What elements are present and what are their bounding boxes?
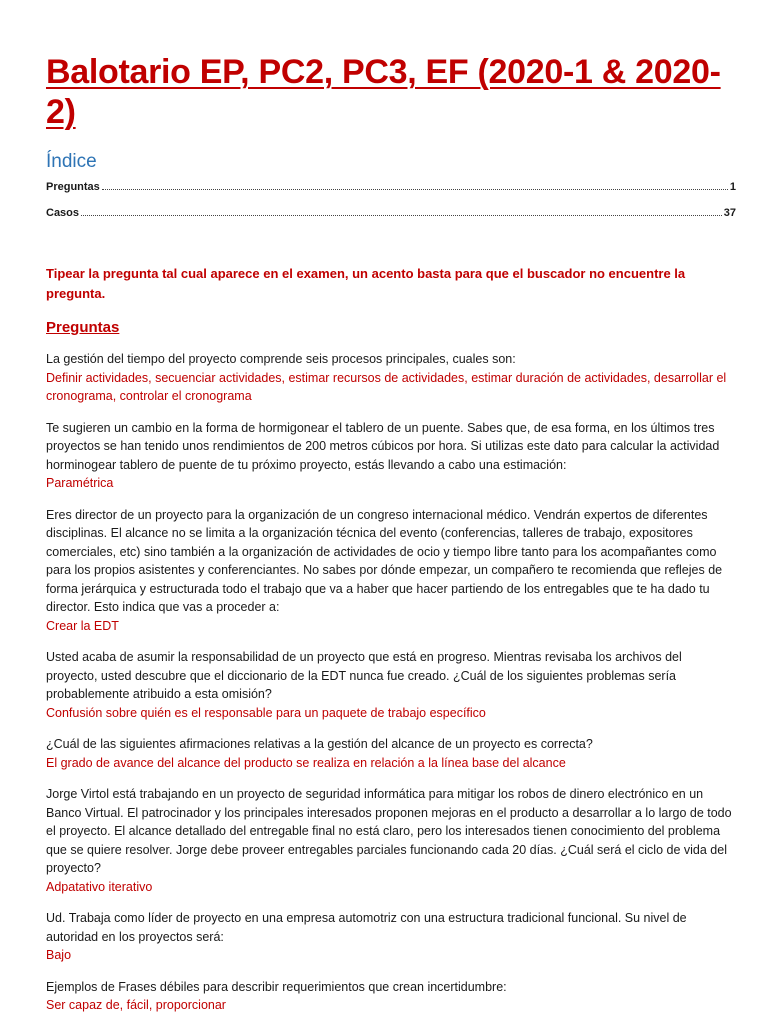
question-text: Te sugieren un cambio en la forma de hormigonear el tablero de un puente. Sabes que, de esa forma, en los últimos tres proyectos se han tenido unos rendimientos de 200 metros cúbicos por hora. Si utilizas este dato para calcular la actividad horminogear tablero de puente de tu próximo proyecto, estás llevando a cabo una estimación: (46, 420, 720, 472)
answer-text: Ser capaz de, fácil, proporcionar (46, 998, 226, 1012)
question-text: Eres director de un proyecto para la organización de un congreso internacional médico. Vendrán expertos de diferentes disciplinas. El alcance no se limita a la organización técnica del evento (conferencias, talleres de trabajo, expositores comerciales, etc) sino también a la organización de actividades de ocio y tiempo libre tanto para los acompañantes como para los propios asistentes y conferenciantes. No sabes por dónde empezar, un compañero te recomienda que reflejes de forma jerárquica y estructurada todo el trabajo que va a haber que hacer partiendo de los entregables que te ha dado tu director. Esto indica que vas a proceder a: (46, 507, 723, 614)
qa-item (46, 350, 736, 406)
answer-text: Adpatativo iterativo (46, 879, 153, 894)
answer-text: Definir actividades, secuenciar actividades, estimar recursos de actividades, estimar duración de actividades, desarrollar el cronograma, controlar el cronograma (46, 370, 727, 403)
toc-entry-casos[interactable] (46, 206, 736, 220)
question-text: La gestión del tiempo del proyecto comprende seis procesos principales, cuales son: (46, 352, 516, 366)
toc-entry-label: Casos (46, 207, 80, 219)
answer-text: Paramétrica (46, 476, 114, 490)
qa-item (46, 506, 736, 636)
answer-text: Bajo (46, 948, 72, 962)
qa-item (46, 909, 736, 965)
question-text: ¿Cuál de las siguientes afirmaciones relativas a la gestión del alcance de un proyecto es correcta? (46, 737, 593, 751)
section-heading-preguntas: Preguntas (46, 319, 120, 336)
toc-entry-label: Preguntas (46, 181, 100, 193)
answer-text: Crear la EDT (46, 618, 119, 633)
toc-entry-page: 37 (723, 207, 736, 219)
qa-item (46, 648, 736, 722)
answer-text: El grado de avance del alcance del producto se realiza en relación a la línea base del alcance (46, 755, 566, 770)
warning-note: Tipear la pregunta tal cual aparece en el examen, un acento basta para que el buscador no encuentre la pregunta. (46, 266, 686, 301)
question-text: Usted acaba de asumir la responsabilidad de un proyecto que está en progreso. Mientras revisaba los archivos del proyecto, usted descubre que el diccionario de la EDT nunca fue creado. ¿Cuál de los siguientes problemas sería probablemente atribuido a esta omisión? (46, 650, 682, 701)
document-page (46, 0, 736, 1015)
toc-leader-dots (81, 215, 722, 216)
toc-entry-preguntas[interactable] (46, 180, 736, 194)
toc-leader-dots (102, 189, 728, 190)
toc-heading: Índice (46, 151, 97, 172)
document-title: Balotario EP, PC2, PC3, EF (2020-1 & 2020-2) (46, 53, 721, 131)
qa-item (46, 785, 736, 896)
qa-item (46, 735, 736, 772)
question-text: Ejemplos de Frases débiles para describir requerimientos que crean incertidumbre: (46, 979, 507, 994)
answer-text: Confusión sobre quién es el responsable para un paquete de trabajo específico (46, 705, 486, 720)
toc-entry-page: 1 (729, 181, 736, 193)
qa-item (46, 419, 736, 493)
question-text: Jorge Virtol está trabajando en un proyecto de seguridad informática para mitigar los robos de dinero electrónico en un Banco Virtual. El patrocinador y los principales interesados proponen mejoras en el producto a desarrollar a lo largo de todo el proyecto. El alcance detallado del entregable final no está claro, pero los interesados tienen conocimiento del problema que se quiere resolver. Jorge debe proveer entregables parciales funcionando cada 20 días. ¿Cuál será el ciclo de vida del proyecto? (46, 787, 732, 875)
question-text: Ud. Trabaja como líder de proyecto en una empresa automotriz con una estructura tradicional funcional. Su nivel de autoridad en los proyectos será: (46, 911, 687, 944)
qa-item (46, 978, 736, 1015)
